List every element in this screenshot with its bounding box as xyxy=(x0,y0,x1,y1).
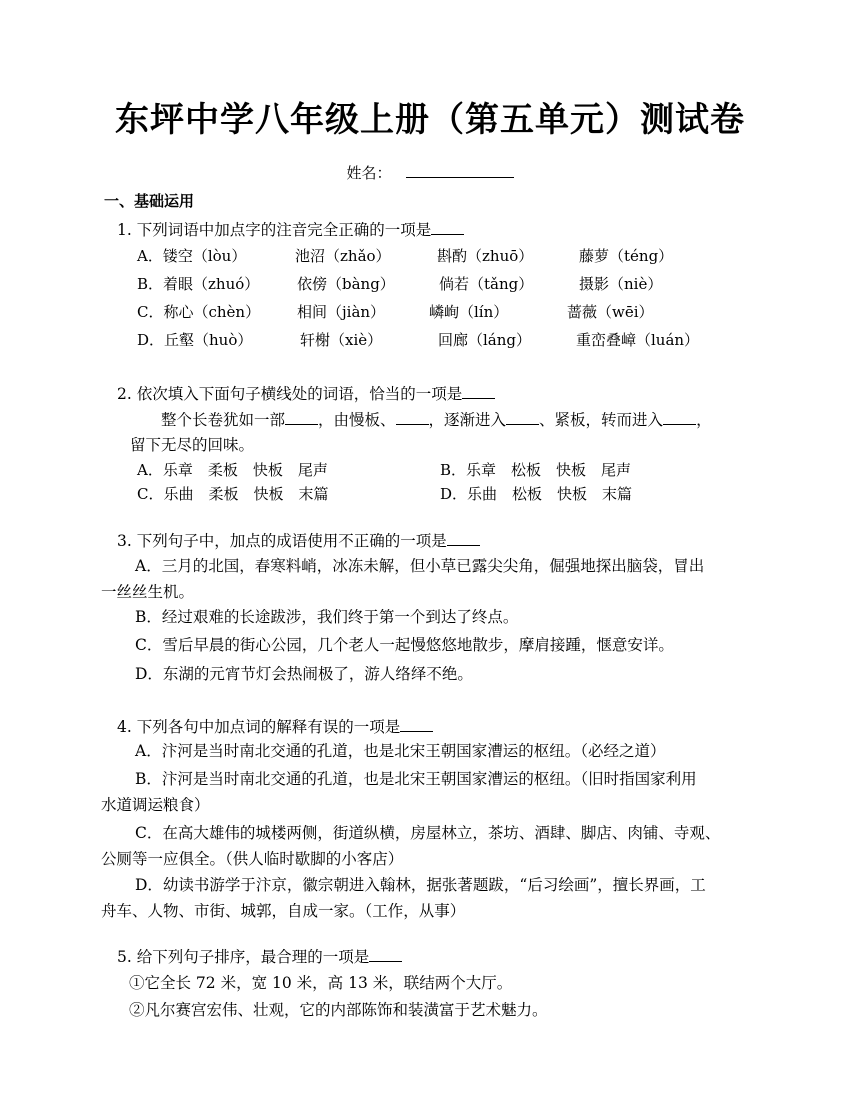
question-3-option-a-cont: 一丝丝生机。 xyxy=(101,583,195,601)
question-5-sentence-2: ②凡尔赛宫宏伟、壮观，它的内部陈饰和装潢富于艺术魅力。 xyxy=(129,1001,548,1019)
question-4-stem xyxy=(117,716,433,738)
fill-blank[interactable] xyxy=(663,410,696,425)
option-word: 倘若（tǎng） xyxy=(439,275,534,293)
option-word: 蔷薇（wēi） xyxy=(567,303,654,321)
name-row xyxy=(0,162,860,184)
option-word: C．称心（chèn） xyxy=(137,303,261,321)
question-3-option-a: A．三月的北国，春寒料峭，冰冻未解，但小草已露尖尖角，倔强地探出脑袋，冒出 xyxy=(135,557,705,575)
page-title: 东坪中学八年级上册（第五单元）测试卷 xyxy=(115,100,745,140)
question-4-text: 4. 下列各句中加点词的解释有误的一项是 xyxy=(117,718,401,736)
question-4-option-d-cont: 舟车、人物、市街、城郭，自成一家。（工作，从事） xyxy=(101,902,466,920)
question-3-option-d: D．东湖的元宵节灯会热闹极了，游人络绎不绝。 xyxy=(135,665,473,683)
option-word: D．丘壑（huò） xyxy=(137,331,253,349)
question-2-sentence-end: 留下无尽的回味。 xyxy=(130,436,255,454)
question-4-option-c: C．在高大雄伟的城楼两侧，街道纵横，房屋林立，茶坊、酒肆、脚店、肉铺、寺观、 xyxy=(135,824,721,842)
answer-blank[interactable] xyxy=(447,531,480,546)
question-4-option-a: A．汴河是当时南北交通的孔道，也是北宋王朝国家漕运的枢纽。（必经之道） xyxy=(135,742,666,760)
question-1-text: 1. 下列词语中加点字的注音完全正确的一项是 xyxy=(117,221,432,239)
option-word: 池沼（zhǎo） xyxy=(295,247,391,265)
option-word: 相间（jiàn） xyxy=(297,303,386,321)
question-2-option-a: A．乐章 柔板 快板 尾声 xyxy=(137,461,328,479)
question-1-stem xyxy=(117,219,464,241)
section-heading: 一、基础运用 xyxy=(104,192,195,210)
fill-blank[interactable] xyxy=(506,410,539,425)
question-1-option-c xyxy=(137,301,654,323)
option-word: 轩榭（xiè） xyxy=(300,331,383,349)
question-4-option-b-cont: 水道调运粮食） xyxy=(101,796,210,814)
question-4-option-b: B．汴河是当时南北交通的孔道，也是北宋王朝国家漕运的枢纽。（旧时指国家利用 xyxy=(135,770,697,788)
question-1-option-d xyxy=(137,329,699,351)
option-word: 斟酌（zhuō） xyxy=(437,247,534,265)
answer-blank[interactable] xyxy=(369,947,402,962)
option-word: A．镂空（lòu） xyxy=(137,247,247,265)
sentence-part: ，由慢板、 xyxy=(318,411,396,429)
question-2-option-d: D．乐曲 松板 快板 末篇 xyxy=(440,485,633,503)
option-word: 重峦叠嶂（luán） xyxy=(576,331,700,349)
sentence-part: ，逐渐进入 xyxy=(428,411,507,429)
answer-blank[interactable] xyxy=(431,220,464,235)
question-2-option-c: C．乐曲 柔板 快板 末篇 xyxy=(137,485,329,503)
fill-blank[interactable] xyxy=(396,410,429,425)
question-2-option-b: B．乐章 松板 快板 尾声 xyxy=(440,461,632,479)
question-3-option-c: C．雪后早晨的街心公园，几个老人一起慢悠悠地散步，摩肩接踵，惬意安详。 xyxy=(135,636,674,654)
question-1-option-b xyxy=(137,273,662,295)
option-word: 回廊（láng） xyxy=(438,331,532,349)
question-4-option-d: D．幼读书游学于汴京，徽宗朝进入翰林，据张著题跋，“后习绘画”，擅长界画，工 xyxy=(135,876,706,894)
question-4-option-c-cont: 公厕等一应俱全。（供人临时歇脚的小客店） xyxy=(101,850,404,868)
sentence-part: 整个长卷犹如一部 xyxy=(161,411,286,429)
sentence-part: ， xyxy=(696,411,712,429)
name-label: 姓名： xyxy=(346,164,392,182)
option-word: B．着眼（zhuó） xyxy=(137,275,260,293)
question-2-sentence xyxy=(161,409,712,431)
question-5-text: 5. 给下列句子排序，最合理的一项是 xyxy=(117,948,370,966)
question-3-stem xyxy=(117,530,480,552)
option-word: 嶙峋（lín） xyxy=(429,303,509,321)
question-3-text: 3. 下列句子中，加点的成语使用不正确的一项是 xyxy=(117,532,447,550)
option-word: 藤萝（téng） xyxy=(579,247,674,265)
option-word: 依傍（bàng） xyxy=(297,275,395,293)
option-word: 摄影（niè） xyxy=(579,275,663,293)
answer-blank[interactable] xyxy=(400,717,433,732)
question-5-stem xyxy=(117,946,402,968)
question-1-option-a xyxy=(137,245,673,267)
fill-blank[interactable] xyxy=(285,410,318,425)
question-2-text: 2. 依次填入下面句子横线处的词语，恰当的一项是 xyxy=(117,385,463,403)
question-3-option-b: B．经过艰难的长途跋涉，我们终于第一个到达了终点。 xyxy=(135,608,519,626)
sentence-part: 、紧板，转而进入 xyxy=(539,411,664,429)
name-input-blank[interactable] xyxy=(406,163,514,178)
question-5-sentence-1: ①它全长 72 米，宽 10 米，高 13 米，联结两个大厅。 xyxy=(129,974,513,992)
question-2-stem xyxy=(117,383,495,405)
answer-blank[interactable] xyxy=(462,384,495,399)
